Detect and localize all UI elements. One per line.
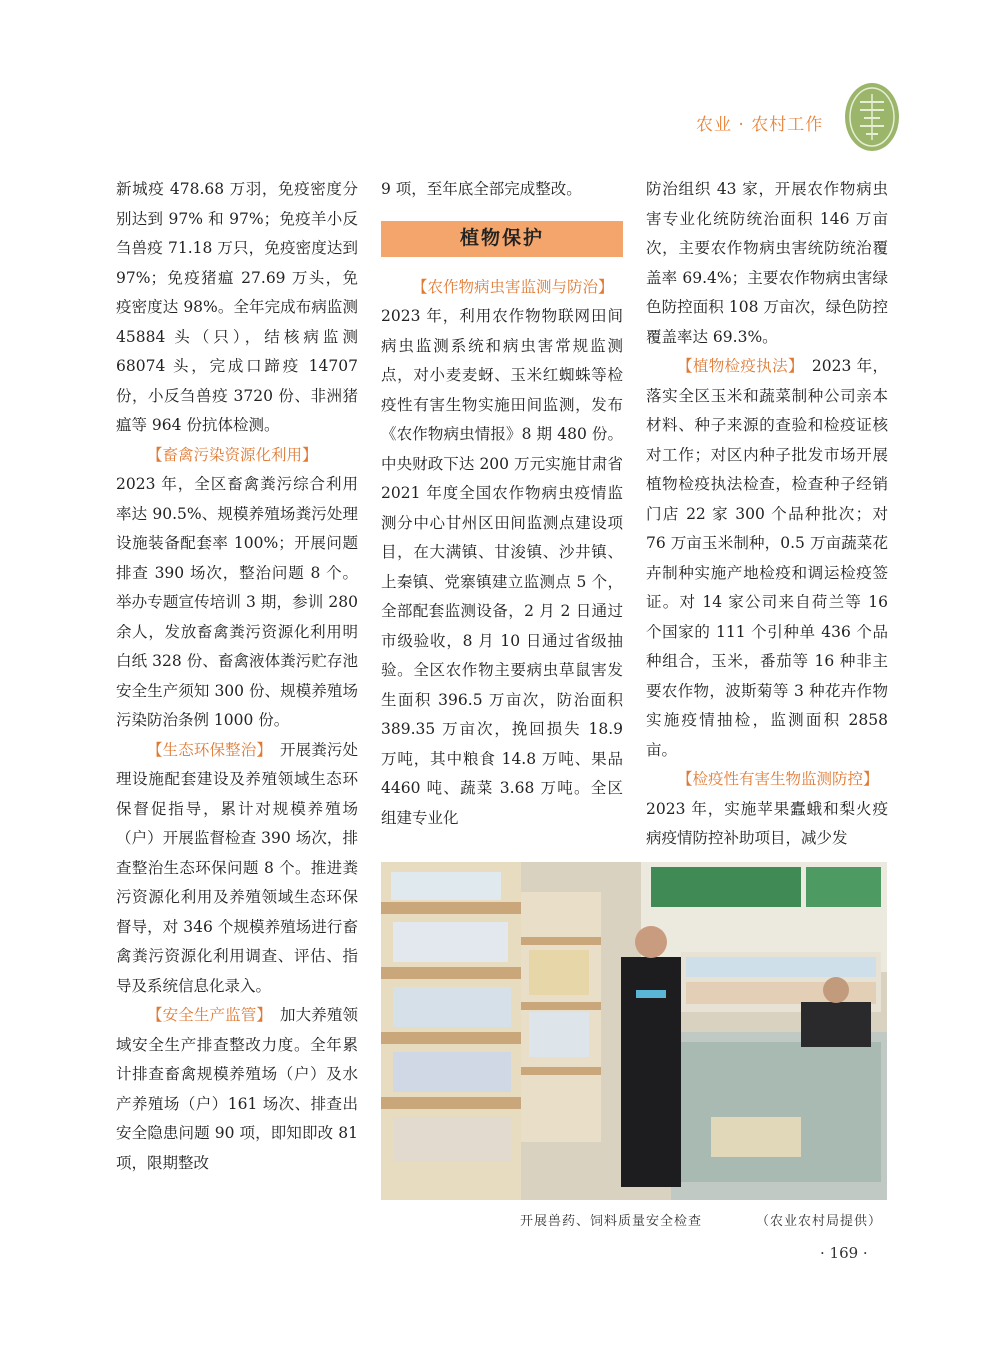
page-number: · 169 ·: [820, 1244, 868, 1262]
subsection-harmful-organism: [646, 765, 888, 795]
body-paragraph: 9 项，至年底全部完成整改。: [381, 180, 582, 198]
inspection-photo: [381, 862, 887, 1200]
body-text: 加大养殖领域安全生产排查整改力度。全年累计排查畜禽规模养殖场（户）及水产养殖场（户）161 场次、排查出安全隐患问题 90 项，即知即改 81 项，限期整改: [116, 1006, 358, 1172]
subsection-safety-supervision: [116, 1001, 358, 1178]
subsection-heading: 【农作物病虫害监测与防治】: [412, 277, 614, 296]
green-seal-emblem-icon: [842, 80, 902, 154]
body-paragraph: 防治组织 43 家，开展农作物病虫害专业化统防统治面积 146 万亩次，主要农作物病虫害统防统治覆盖率 69.4%；主要农作物病虫害绿色防控面积 108 万亩次，绿色防控覆盖率达 69.3%。: [646, 180, 888, 346]
body-text: 2023 年，落实全区玉米和蔬菜制种公司亲本材料、种子来源的查验和检疫证核对工作；对区内种子批发市场开展植物检疫执法检查，检查种子经销门店 22 家 300 个品种批次；对 76 万亩玉米制种，0.5 万亩蔬菜花卉制种实施产地检疫和调运检疫签证。对 14 家公司来自荷兰等 16 个国家的 111 个引种单 436 个品种组合，玉米，番茄等 16 种非主要农作物，波斯菊等 3 种花卉作物实施疫情抽检，监测面积 2858 亩。: [646, 357, 888, 759]
subsection-heading: 【安全生产监管】: [147, 1006, 265, 1024]
body-paragraph: 2023 年，利用农作物物联网田间病虫监测系统和病虫害常规监测点，对小麦麦蚜、玉米红蜘蛛等检疫性有害生物实施田间监测，发布《农作物病虫情报》8 期 480 份。中央财政下达 200 万元实施甘肃省 2021 年度全国农作物病虫疫情监测分中心甘州区田间监测点建设项目，在大满镇、甘浚镇、沙井镇、上秦镇、党寨镇建立监测点 5 个，全部配套监测设备，2 月 2 日通过市级验收，8 月 10 日通过省级抽验。全区农作物主要病虫草鼠害发生面积 396.5 万亩次，防治面积 389.35 万亩次，挽回损失 18.9 万吨，其中粮食 14.8 万吨、果品 4460 吨、蔬菜 3.68 万吨。全区组建专业化: [381, 307, 623, 827]
column-2: [381, 175, 623, 833]
section-label: 农业 · 农村工作: [696, 115, 824, 135]
column-3: [646, 175, 888, 854]
subsection-heading: 【检疫性有害生物监测防控】: [677, 770, 879, 788]
subsection-plant-quarantine: [646, 352, 888, 765]
subsection-pest-monitoring: [381, 273, 623, 303]
subsection-eco-protection: [116, 736, 358, 1002]
subsection-heading: 【生态环保整治】: [147, 740, 265, 759]
column-1: [116, 175, 358, 1178]
body-text: 开展粪污处理设施配套建设及养殖领域生态环保督促指导，累计对规模养殖场（户）开展监督检查 390 场次，排查整治生态环保问题 8 个。推进粪污资源化利用及养殖领域生态环保督导，对 346 个规模养殖场进行畜禽粪污资源化利用调查、评估、指导及系统信息化录入。: [116, 740, 358, 995]
body-paragraph: 2023 年，全区畜禽粪污综合利用率达 90.5%、规模养殖场粪污处理设施装备配套率 100%；开展问题排查 390 场次，整治问题 8 个。举办专题宣传培训 3 期，参训 280 余人，发放畜禽粪污资源化利用明白纸 328 份、畜禽液体粪污贮存池安全生产须知 300 份、规模养殖场污染防治条例 1000 份。: [116, 475, 358, 729]
photo-credit: （农业农村局提供）: [756, 1214, 883, 1229]
section-banner: 植物保护: [381, 221, 623, 257]
body-paragraph: 2023 年，实施苹果蠹蛾和梨火疫病疫情防控补助项目，减少发: [646, 799, 888, 847]
photo-caption: 开展兽药、饲料质量安全检查: [520, 1214, 703, 1229]
subsection-heading: 【畜禽污染资源化利用】: [147, 445, 318, 464]
subsection-livestock-pollution: [116, 441, 358, 471]
subsection-heading: 【植物检疫执法】: [677, 357, 797, 375]
body-paragraph: 新城疫 478.68 万羽，免疫密度分别达到 97% 和 97%；免疫羊小反刍兽疫 71.18 万只，免疫密度达到 97%；免疫猪瘟 27.69 万头，免疫密度达 98%。全年完成布病监测 45884 头（只），结核病监测 68074 头，完成口蹄疫 14707 份，小反刍兽疫 3720 份、非洲猪瘟等 964 份抗体检测。: [116, 180, 358, 434]
